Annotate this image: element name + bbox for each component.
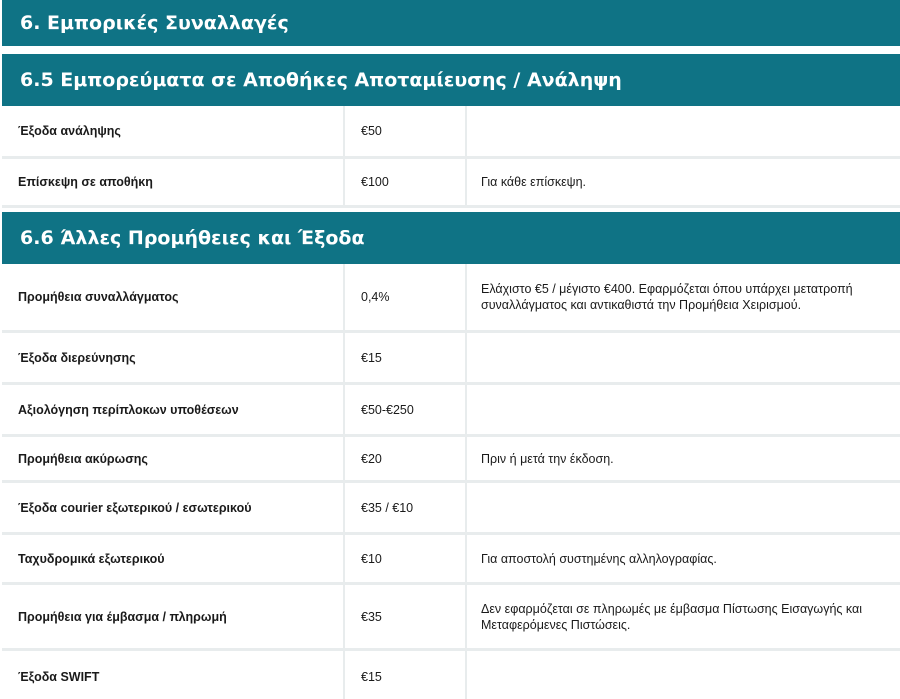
table-row (2, 157, 900, 206)
fee-amount: €50-€250 (344, 384, 466, 436)
fee-amount: €20 (344, 436, 466, 482)
table-row (2, 106, 900, 157)
fee-amount: €35 (344, 584, 466, 650)
fee-note: Για κάθε επίσκεψη. (466, 157, 900, 206)
fee-note (466, 650, 900, 699)
warehouse-fees-table (2, 106, 900, 208)
fee-note: Πριν ή μετά την έκδοση. (466, 436, 900, 482)
fee-note: Δεν εφαρμόζεται σε πληρωμές με έμβασμα Πίστωσης Εισαγωγής και Μεταφερόμενες Πιστώσεις. (466, 584, 900, 650)
section-title-other-fees: 6.6 Άλλες Προμήθειες και Έξοδα (2, 212, 900, 264)
fee-note: Για αποστολή συστημένης αλληλογραφίας. (466, 534, 900, 584)
fee-label: Έξοδα courier εξωτερικού / εσωτερικού (2, 482, 344, 534)
fee-note: Ελάχιστο €5 / μέγιστο €400. Εφαρμόζεται όπου υπάρχει μετατροπή συναλλάγματος και αντικαθιστά την Προμήθεια Χειρισμού. (466, 264, 900, 332)
fee-note (466, 384, 900, 436)
table-row (2, 332, 900, 384)
table-row (2, 384, 900, 436)
fee-note (466, 332, 900, 384)
fee-amount: €10 (344, 534, 466, 584)
fee-label: Προμήθεια για έμβασμα / πληρωμή (2, 584, 344, 650)
table-row (2, 584, 900, 650)
fee-label: Έξοδα ανάληψης (2, 106, 344, 157)
fee-note (466, 106, 900, 157)
section-title-trade-transactions: 6. Εμπορικές Συναλλαγές (2, 0, 900, 46)
fee-label: Ταχυδρομικά εξωτερικού (2, 534, 344, 584)
fee-amount: €15 (344, 650, 466, 699)
fee-amount: €35 / €10 (344, 482, 466, 534)
fee-label: Αξιολόγηση περίπλοκων υποθέσεων (2, 384, 344, 436)
section-title-warehouse-goods: 6.5 Εμπορεύματα σε Αποθήκες Αποταμίευσης / Ανάληψη (2, 54, 900, 106)
fee-amount: €50 (344, 106, 466, 157)
fee-label: Έξοδα SWIFT (2, 650, 344, 699)
table-row (2, 264, 900, 332)
other-fees-table (2, 264, 900, 699)
fee-note (466, 482, 900, 534)
fee-label: Έξοδα διερεύνησης (2, 332, 344, 384)
table-row (2, 436, 900, 482)
fee-label: Επίσκεψη σε αποθήκη (2, 157, 344, 206)
fee-label: Προμήθεια ακύρωσης (2, 436, 344, 482)
fee-amount: €100 (344, 157, 466, 206)
fee-amount: 0,4% (344, 264, 466, 332)
table-row (2, 482, 900, 534)
fee-amount: €15 (344, 332, 466, 384)
table-row (2, 534, 900, 584)
table-row (2, 650, 900, 699)
fee-label: Προμήθεια συναλλάγματος (2, 264, 344, 332)
